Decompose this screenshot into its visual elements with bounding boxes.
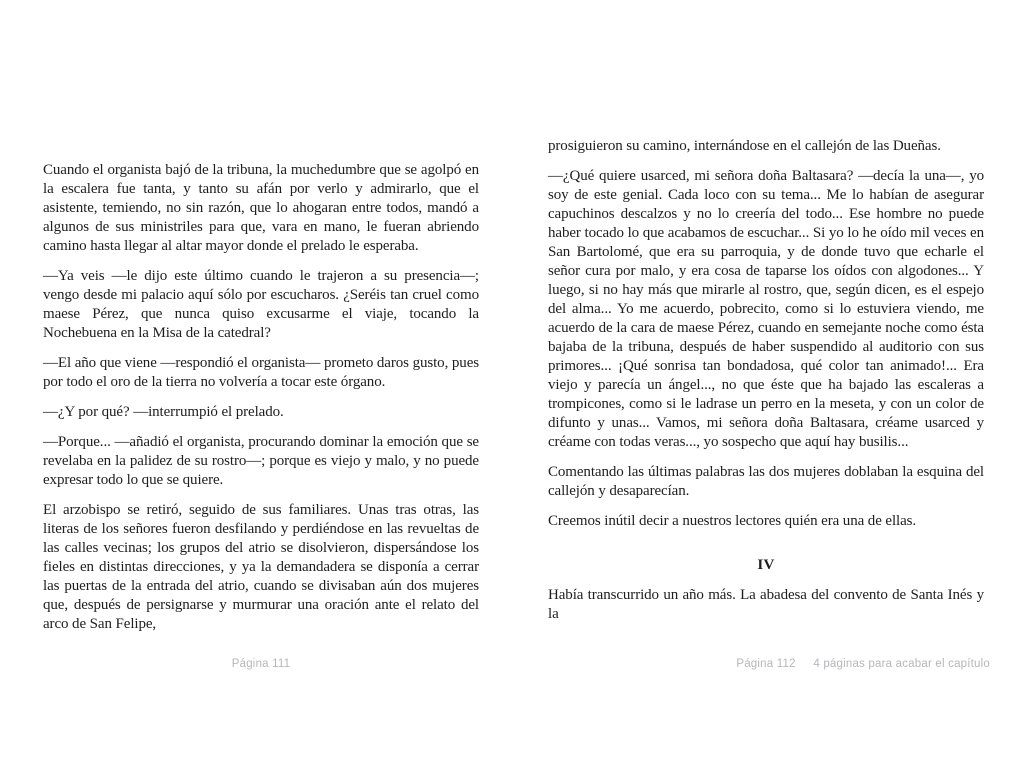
paragraph: —¿Qué quiere usarced, mi señora doña Baltasara? —decía la una—, yo soy de este genial. Cada loco con su tema... Me lo habían de asegurar capuchinos descalzos y no lo creería del todo... Ese hombre no puede haber tocado lo que acabamos de escuchar... Si yo lo he oído mil veces en San Bartolomé, que era su parroquia, y de donde tuvo que echarle el señor cura por malo, y era cosa de taparse los oídos con algodones... Y luego, si no hay más que mirarle al rostro, que, según dicen, es el espejo del alma... Yo me acuerdo, pobrecito, como si lo estuviera viendo, me acuerdo de la cara de maese Pérez, cuando en semejante noche como ésta bajaba de la tribuna, después de haber suspendido al auditorio con sus primores... ¡Qué sonrisa tan bondadosa, qué color tan animado!... Era viejo y parecía un ángel..., no que éste que ha bajado las escaleras a trompicones, como si le ladrase un perro en la meseta, y con un color de difunto y unas... Vamos, mi señora doña Baltasara, créame usarced y créame con todas veras..., yo sospecho que aquí hay busilis... bbox=[548, 168, 984, 450]
paragraph: Había transcurrido un año más. La abadesa del convento de Santa Inés y la bbox=[548, 587, 984, 622]
paragraph: El arzobispo se retiró, seguido de sus familiares. Unas tras otras, las literas de los señores fueron desfilando y perdiéndose en las revueltas de las calles vecinas; los grupos del atrio se disolvieron, dispersándose los fieles en distintas direcciones, y ya la demandadera se disponía a cerrar las puertas de la entrada del atrio, cuando se divisaban aún dos mujeres que, después de persignarse y murmurar una oración ante el relato del arco de San Felipe, bbox=[43, 502, 479, 632]
page-number-right: Página 112 bbox=[736, 658, 796, 670]
paragraph: Comentando las últimas palabras las dos mujeres doblaban la esquina del callejón y desaparecían. bbox=[548, 464, 984, 499]
paragraph: Creemos inútil decir a nuestros lectores quién era una de ellas. bbox=[548, 513, 917, 529]
paragraph: Cuando el organista bajó de la tribuna, la muchedumbre que se agolpó en la escalera fue tanta, y tanto su afán por verlo y admirarlo, que el asistente, temiendo, no sin razón, que lo ahogaran entre todos, mandó a algunos de sus ministriles para que, vara en mano, le fueran abriendo camino hasta llegar al altar mayor donde el prelado le esperaba. bbox=[43, 162, 479, 254]
paragraph: —Ya veis —le dijo este último cuando le trajeron a su presencia—; vengo desde mi palacio aquí sólo por escucharos. ¿Seréis tan cruel como maese Pérez, que nunca quiso excusarme el viaje, tocando la Nochebuena en la Misa de la catedral? bbox=[43, 268, 479, 341]
right-page bbox=[548, 137, 984, 635]
paragraph: —Porque... —añadió el organista, procurando dominar la emoción que se revelaba en la palidez de su rostro—; porque es viejo y malo, y no puede expresar todo lo que se quiere. bbox=[43, 434, 479, 488]
chapter-progress-note: 4 páginas para acabar el capítulo bbox=[813, 658, 990, 670]
paragraph: —El año que viene —respondió el organista— prometo daros gusto, pues por todo el oro de la tierra no volvería a tocar este órgano. bbox=[43, 355, 479, 390]
left-page bbox=[43, 161, 479, 645]
paragraph: prosiguieron su camino, internándose en el callejón de las Dueñas. bbox=[548, 138, 941, 154]
page-number-left: Página 111 bbox=[231, 658, 291, 670]
section-heading: IV bbox=[757, 557, 775, 573]
paragraph: —¿Y por qué? —interrumpió el prelado. bbox=[43, 404, 284, 420]
